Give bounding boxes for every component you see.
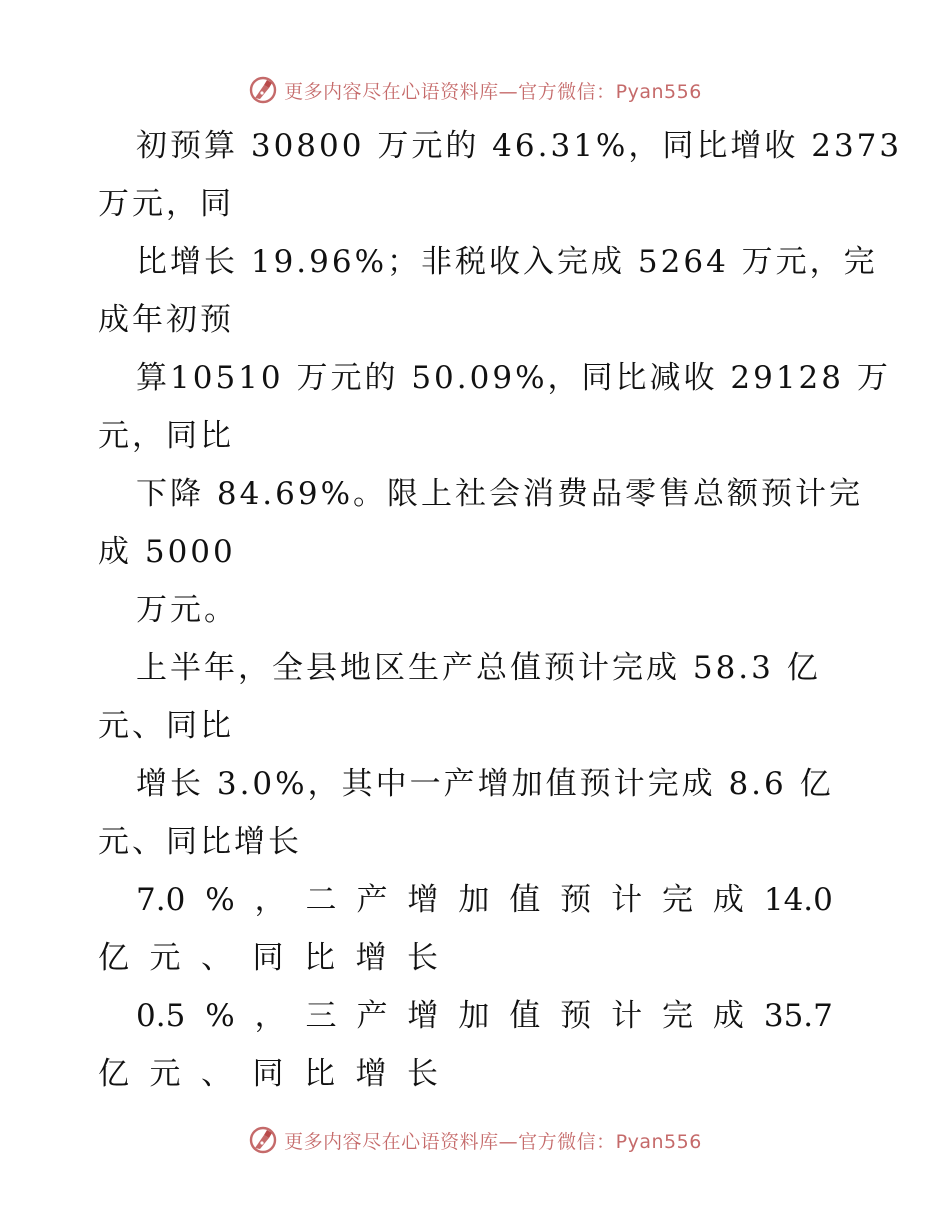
justified-token: 计	[611, 998, 643, 1034]
justified-token: 产	[356, 882, 388, 918]
justified-token: 值	[509, 998, 541, 1034]
paragraph-line: 元，同比	[98, 418, 234, 454]
justified-paragraph-line	[136, 996, 833, 1036]
justified-token: 完	[662, 998, 693, 1034]
paragraph-line: 万元，同	[98, 186, 234, 222]
header-watermark	[0, 72, 950, 108]
justified-token: ，	[254, 882, 286, 918]
justified-token: 亿	[98, 1056, 129, 1092]
justified-token: 亿	[98, 940, 129, 976]
justified-token: 产	[356, 998, 388, 1034]
justified-token: 长	[407, 940, 438, 976]
justified-token: 值	[509, 882, 541, 918]
paragraph-line: 初预算 30800 万元的 46.31%，同比增收 2373	[136, 128, 903, 164]
justified-token: ，	[254, 998, 286, 1034]
justified-token: 增	[355, 1056, 387, 1092]
justified-paragraph-line	[136, 880, 833, 920]
footer-watermark	[0, 1122, 950, 1158]
justified-token: 、	[201, 1056, 232, 1092]
paragraph-line: 元、同比增长	[98, 824, 302, 860]
justified-token: 长	[407, 1056, 438, 1092]
justified-token: 14.0	[763, 882, 833, 918]
pen-nib-circle-icon	[248, 1125, 278, 1155]
pen-nib-circle-icon	[248, 75, 278, 105]
justified-token: 预	[560, 882, 592, 918]
watermark-text: 更多内容尽在心语资料库—官方微信：Pyan556	[284, 1130, 702, 1153]
justified-paragraph-line	[98, 938, 438, 978]
justified-token: 元	[149, 940, 181, 976]
justified-token: 增	[407, 882, 439, 918]
justified-token: 35.7	[763, 998, 833, 1034]
paragraph-line: 万元。	[136, 592, 238, 628]
paragraph-line: 元、同比	[98, 708, 234, 744]
justified-token: 0.5	[136, 998, 186, 1034]
justified-token: 加	[458, 998, 490, 1034]
justified-token: 完	[662, 882, 693, 918]
watermark-text: 更多内容尽在心语资料库—官方微信：Pyan556	[284, 80, 702, 103]
justified-token: 7.0	[136, 882, 186, 918]
justified-paragraph-line	[98, 1054, 438, 1094]
paragraph-line: 成 5000	[98, 534, 236, 570]
justified-token: %	[205, 998, 235, 1034]
paragraph-line: 成年初预	[98, 302, 234, 338]
justified-token: 三	[305, 998, 337, 1034]
paragraph-line: 比增长 19.96%；非税收入完成 5264 万元，完	[136, 244, 878, 280]
justified-token: 加	[458, 882, 490, 918]
justified-token: 增	[407, 998, 439, 1034]
justified-token: 比	[304, 940, 335, 976]
paragraph-line: 算10510 万元的 50.09%，同比减收 29128 万	[136, 360, 891, 396]
justified-token: 计	[611, 882, 643, 918]
justified-token: 预	[560, 998, 592, 1034]
paragraph-line: 上半年，全县地区生产总值预计完成 58.3 亿	[136, 650, 821, 686]
justified-token: 成	[712, 998, 744, 1034]
paragraph-line: 增长 3.0%，其中一产增加值预计完成 8.6 亿	[136, 766, 834, 802]
justified-token: %	[205, 882, 235, 918]
justified-token: 元	[149, 1056, 181, 1092]
justified-token: 增	[355, 940, 387, 976]
justified-token: 二	[305, 882, 337, 918]
justified-token: 成	[712, 882, 744, 918]
justified-token: 同	[252, 1056, 284, 1092]
paragraph-line: 下降 84.69%。限上社会消费品零售总额预计完	[136, 476, 864, 512]
justified-token: 同	[252, 940, 284, 976]
justified-token: 比	[304, 1056, 335, 1092]
justified-token: 、	[201, 940, 232, 976]
